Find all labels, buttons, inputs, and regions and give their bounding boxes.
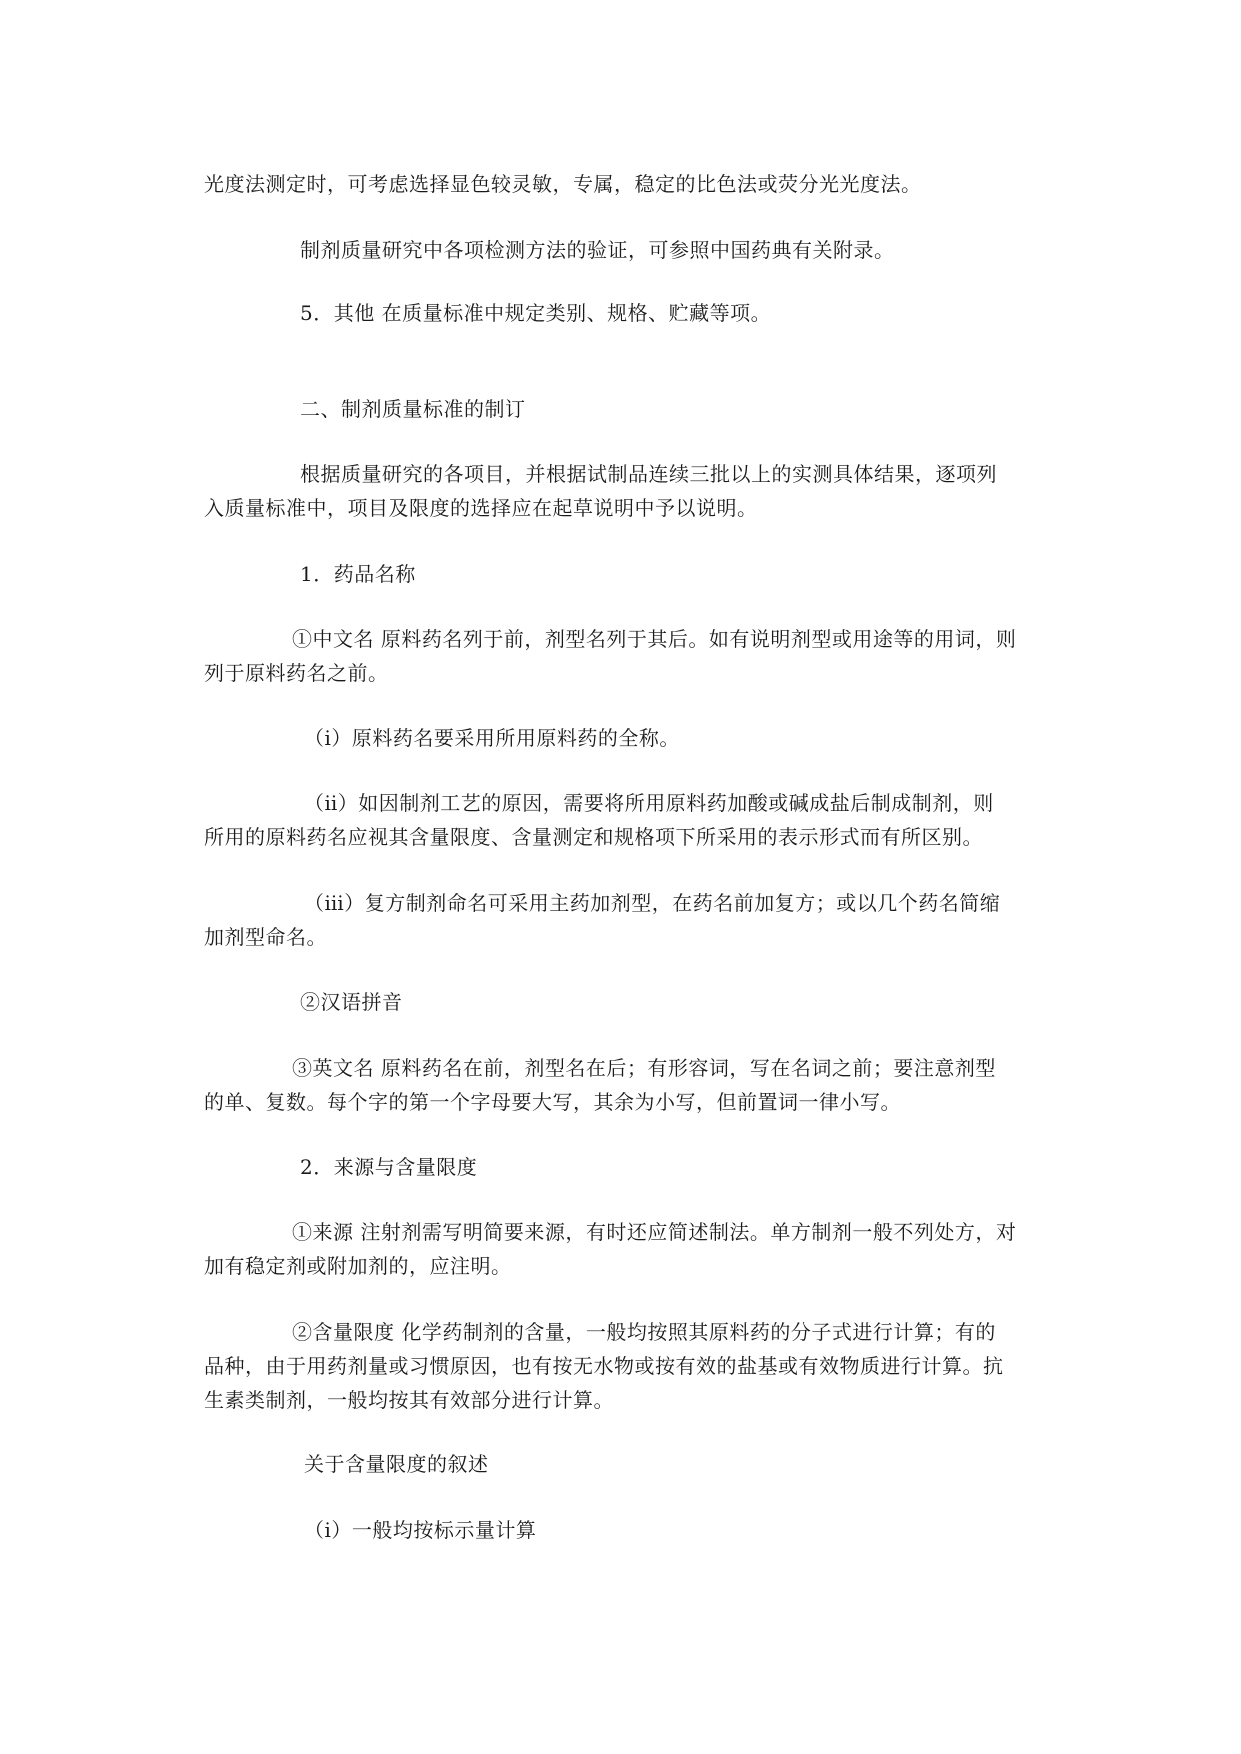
subsection-heading: 2．来源与含量限度 [300,1155,478,1179]
paragraph-line: 生素类制剂，一般均按其有效部分进行计算。 [204,1388,614,1412]
paragraph-line: 根据质量研究的各项目，并根据试制品连续三批以上的实测具体结果，逐项列 [300,462,997,486]
paragraph-line: 品种，由于用药剂量或习惯原因，也有按无水物或按有效的盐基或有效物质进行计算。抗 [204,1354,1004,1378]
list-item: （ⅰ）原料药名要采用所用原料药的全称。 [304,726,680,750]
paragraph-line: 所用的原料药名应视其含量限度、含量测定和规格项下所采用的表示形式而有所区别。 [204,825,983,849]
paragraph-line: ②汉语拼音 [300,990,403,1014]
paragraph-line: 加有稳定剂或附加剂的，应注明。 [204,1254,512,1278]
paragraph-line: ①来源 注射剂需写明简要来源，有时还应简述制法。单方制剂一般不列处方，对 [292,1220,1017,1244]
paragraph-line: 光度法测定时，可考虑选择显色较灵敏，专属，稳定的比色法或荧分光光度法。 [204,172,922,196]
list-item: （ⅲ）复方制剂命名可采用主药加剂型，在药名前加复方；或以几个药名简缩 [304,891,1001,915]
section-item: 5．其他 在质量标准中规定类别、规格、贮藏等项。 [300,301,772,325]
paragraph-line: ①中文名 原料药名列于前，剂型名列于其后。如有说明剂型或用途等的用词，则 [292,627,1017,651]
paragraph-line: 入质量标准中，项目及限度的选择应在起草说明中予以说明。 [204,496,758,520]
paragraph-line: 加剂型命名。 [204,925,327,949]
list-item: （ⅰ）一般均按标示量计算 [304,1518,537,1542]
paragraph-line: ②含量限度 化学药制剂的含量，一般均按照其原料药的分子式进行计算；有的 [292,1320,996,1344]
paragraph-line: ③英文名 原料药名在前，剂型名在后；有形容词，写在名词之前；要注意剂型 [292,1056,996,1080]
paragraph-line: 关于含量限度的叙述 [304,1452,489,1476]
paragraph-line: 的单、复数。每个字的第一个字母要大写，其余为小写，但前置词一律小写。 [204,1090,901,1114]
section-heading: 二、制剂质量标准的制订 [300,397,526,421]
subsection-heading: 1．药品名称 [300,562,416,586]
list-item: （ⅱ）如因制剂工艺的原因，需要将所用原料药加酸或碱成盐后制成制剂，则 [304,791,994,815]
paragraph-line: 制剂质量研究中各项检测方法的验证，可参照中国药典有关附录。 [300,238,895,262]
paragraph-line: 列于原料药名之前。 [204,661,389,685]
